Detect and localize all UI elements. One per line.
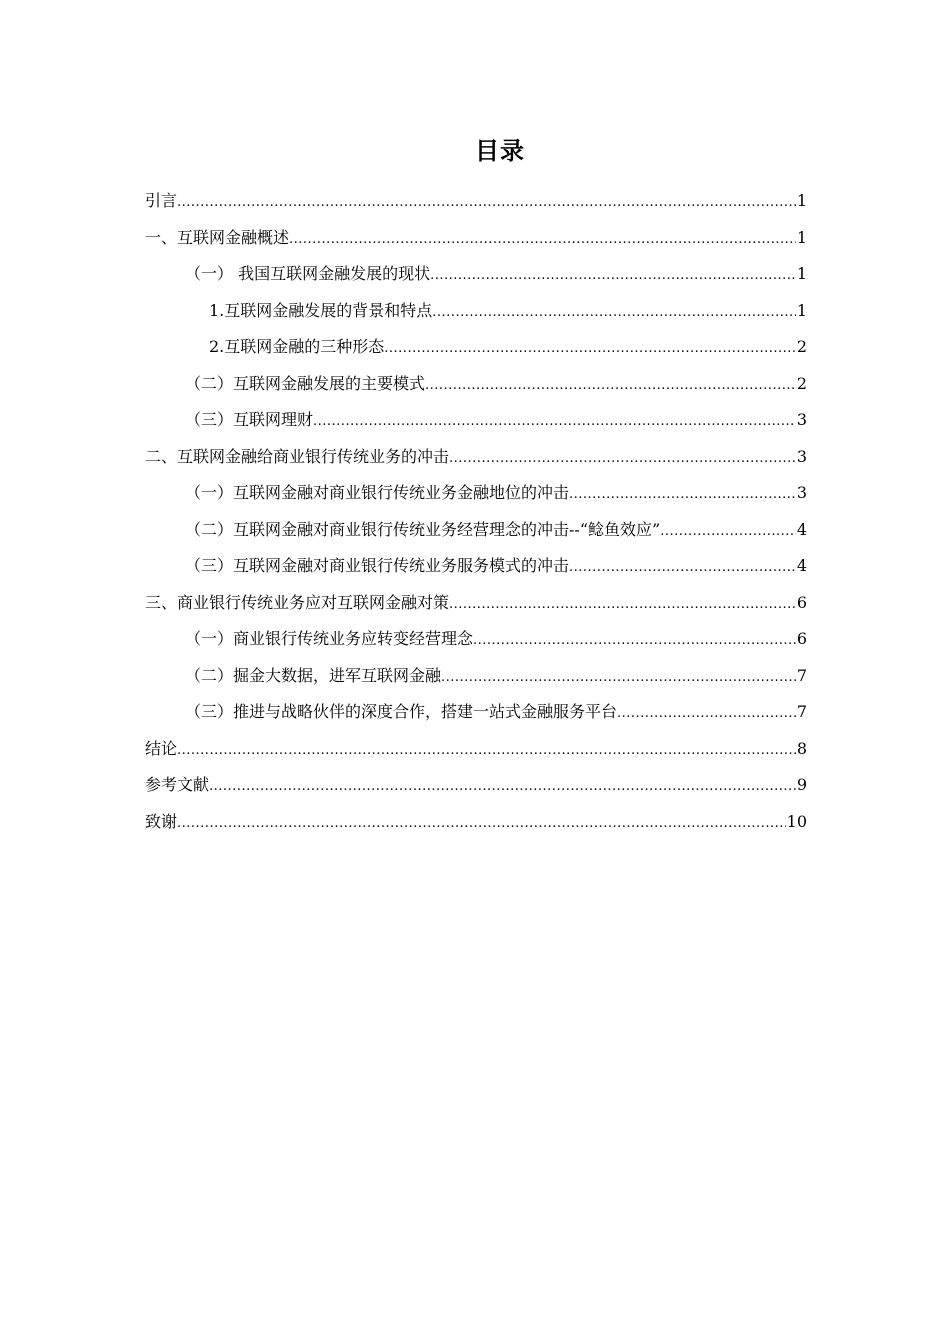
toc-leader-dots [177, 736, 796, 766]
toc-page-number: 7 [796, 665, 807, 685]
toc-leader-dots [177, 809, 786, 839]
toc-leader-dots [449, 444, 796, 474]
toc-leader-dots [432, 298, 796, 328]
toc-entry[interactable] [145, 186, 807, 223]
toc-leader-dots [617, 699, 796, 729]
toc-leader-dots [425, 371, 796, 401]
toc-page-number: 1 [796, 300, 807, 320]
toc-entry[interactable] [145, 259, 807, 296]
toc-entry[interactable] [145, 661, 807, 698]
toc-page-number: 1 [796, 264, 807, 283]
toc-entry-text: 1.互联网金融发展的背景和特点 [209, 300, 433, 320]
toc-page-number: 2 [796, 337, 807, 356]
toc-entry-text: 致谢 [145, 811, 178, 831]
toc-leader-dots [660, 517, 796, 547]
toc-page-number: 8 [796, 738, 807, 758]
toc-entry-text: 2.互联网金融的三种形态 [209, 337, 385, 356]
toc-entry[interactable] [145, 697, 807, 734]
toc-leader-dots [569, 553, 796, 583]
toc-page-number: 3 [796, 410, 807, 429]
toc-entry[interactable] [145, 588, 807, 625]
toc-entry-text: 一、互联网金融概述 [145, 227, 290, 247]
toc-entry-text: （三）互联网金融对商业银行传统业务服务模式的冲击 [185, 556, 570, 575]
toc-entry[interactable] [145, 624, 807, 661]
toc-entry[interactable] [145, 442, 807, 479]
toc-page-number: 4 [796, 519, 807, 539]
toc-page-number: 7 [796, 702, 807, 721]
toc-entry[interactable] [145, 332, 807, 369]
toc-leader-dots [441, 663, 796, 693]
toc-entry-text: （二）掘金大数据，进军互联网金融 [185, 665, 442, 685]
toc-entry[interactable] [145, 405, 807, 442]
toc-entry-text: （一）商业银行传统业务应转变经营理念 [185, 629, 474, 648]
toc-entry[interactable] [145, 515, 807, 552]
toc-leader-dots [313, 407, 796, 437]
toc-entry-text: 参考文献 [145, 775, 210, 794]
toc-entry[interactable] [145, 296, 807, 333]
toc-page-number: 3 [796, 446, 807, 466]
toc-leader-dots [209, 772, 796, 802]
toc-entry-text: 引言 [145, 191, 178, 210]
toc-entry[interactable] [145, 551, 807, 588]
toc-leader-dots [473, 626, 796, 656]
toc-leader-dots [569, 480, 796, 510]
toc-entry-text: （三）互联网理财 [185, 410, 314, 429]
toc-page-number: 1 [796, 227, 807, 247]
toc-entry[interactable] [145, 478, 807, 515]
toc-entry-text: （二）互联网金融发展的主要模式 [185, 373, 426, 393]
toc-entry-text: 三、商业银行传统业务应对互联网金融对策 [145, 592, 450, 612]
toc-entry-text: 结论 [145, 738, 178, 758]
toc-page-number: 10 [786, 811, 807, 831]
toc-entry[interactable] [145, 369, 807, 406]
toc-page-number: 4 [796, 556, 807, 575]
toc-entry-text: （三）推进与战略伙伴的深度合作，搭建一站式金融服务平台 [185, 702, 618, 721]
toc-entry-text: （二）互联网金融对商业银行传统业务经营理念的冲击--“鲶鱼效应” [185, 519, 661, 539]
toc-leader-dots [430, 261, 796, 291]
toc-title: 目录 [475, 137, 525, 165]
toc-leader-dots [449, 590, 796, 620]
toc-entry-text: 二、互联网金融给商业银行传统业务的冲击 [145, 446, 450, 466]
toc-list [145, 186, 807, 843]
toc-leader-dots [289, 225, 796, 255]
toc-page-number: 6 [796, 592, 807, 612]
toc-entry[interactable] [145, 734, 807, 771]
toc-page-number: 3 [796, 483, 807, 502]
toc-page-number: 1 [796, 191, 807, 210]
toc-leader-dots [177, 188, 796, 218]
toc-page-number: 2 [796, 373, 807, 393]
toc-entry-text: （一） 我国互联网金融发展的现状 [185, 264, 431, 283]
toc-leader-dots [384, 334, 796, 364]
toc-page-number: 9 [796, 775, 807, 794]
toc-entry[interactable] [145, 770, 807, 807]
toc-entry[interactable] [145, 807, 807, 844]
toc-entry-text: （一）互联网金融对商业银行传统业务金融地位的冲击 [185, 483, 570, 502]
toc-entry[interactable] [145, 223, 807, 260]
toc-page-number: 6 [796, 629, 807, 648]
